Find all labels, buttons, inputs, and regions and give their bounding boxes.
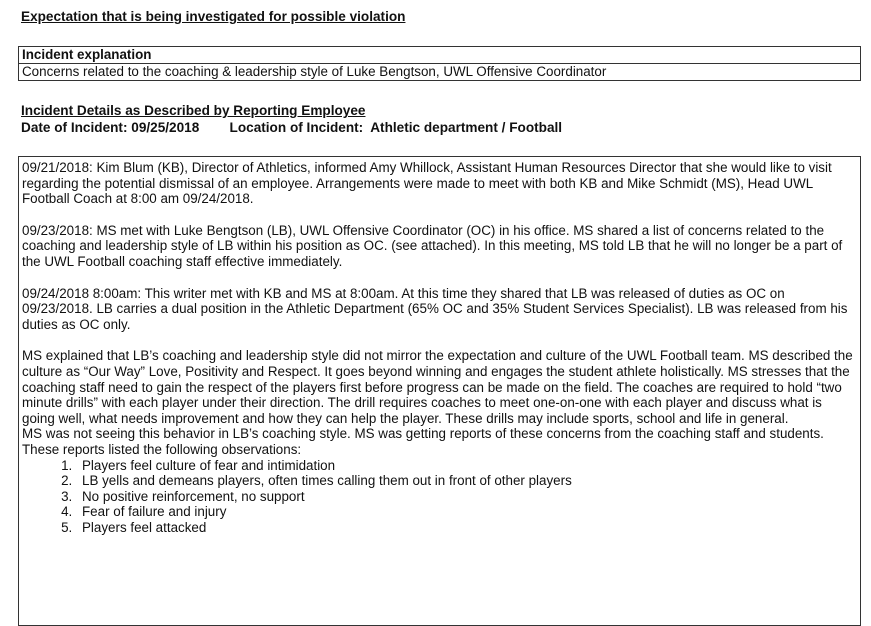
observations-list	[22, 458, 857, 536]
observation-item: 1. Players feel culture of fear and intimidation	[76, 458, 857, 474]
date-location-line	[21, 120, 562, 135]
incident-explanation-box	[18, 46, 861, 81]
incident-details-box	[18, 156, 861, 626]
incident-details-heading: Incident Details as Described by Reporting Employee	[21, 103, 366, 118]
observation-item: 5. Players feel attacked	[76, 520, 857, 536]
observation-item: 4. Fear of failure and injury	[76, 504, 857, 520]
paragraph-0924: 09/24/2018 8:00am: This writer met with KB and MS at 8:00am. At this time they shared that LB was released of duties as OC on 09/23/2018. LB carries a dual position in the Athletic Department (65% OC and 35% Student Services Specialist). LB was released from his duties as OC only.	[22, 285, 848, 332]
expectation-heading: Expectation that is being investigated for possible violation	[21, 9, 406, 24]
paragraph-reports: MS was not seeing this behavior in LB’s coaching style. MS was getting reports of these concerns from the coaching staff and students. These reports listed the following observations:	[22, 426, 824, 457]
paragraph-culture: MS explained that LB’s coaching and leadership style did not mirror the expectation and culture of the UWL Football team. MS described the culture as “Our Way” Love, Positivity and Respect. It goes beyond winning and engages the student athlete holistically. MS stresses that the coaching staff need to gain the respect of the players first before progress can be made on the field. The coaches are required to hold “two minute drills” with each player under their direction. The drill requires coaches to meet one-on-one with each player and discuss what is going well, what needs improvement and how they can help the player. These drills may include sports, school and life in general.	[22, 348, 853, 426]
paragraph-0923: 09/23/2018: MS met with Luke Bengtson (LB), UWL Offensive Coordinator (OC) in his office. MS shared a list of concerns related to the coaching and leadership style of LB within his position as OC. (see attached). In this meeting, MS told LB that he will no longer be a part of the UWL Football coaching staff effective immediately.	[22, 222, 843, 269]
observation-item: 2. LB yells and demeans players, often times calling them out in front of other players	[76, 473, 857, 489]
date-of-incident: Date of Incident: 09/25/2018	[21, 120, 200, 135]
observation-item: 3. No positive reinforcement, no support	[76, 489, 857, 505]
incident-explanation-text: Concerns related to the coaching & leadership style of Luke Bengtson, UWL Offensive Coordinator	[19, 63, 860, 80]
paragraph-0921: 09/21/2018: Kim Blum (KB), Director of Athletics, informed Amy Whillock, Assistant Human Resources Director that she would like to visit regarding the potential dismissal of an employee. Arrangements were made to meet with both KB and Mike Schmidt (MS), Head UWL Football Coach at 8:00 am 09/24/2018.	[22, 160, 832, 207]
location-of-incident: Location of Incident: Athletic department / Football	[229, 120, 563, 135]
incident-explanation-label: Incident explanation	[22, 47, 152, 62]
